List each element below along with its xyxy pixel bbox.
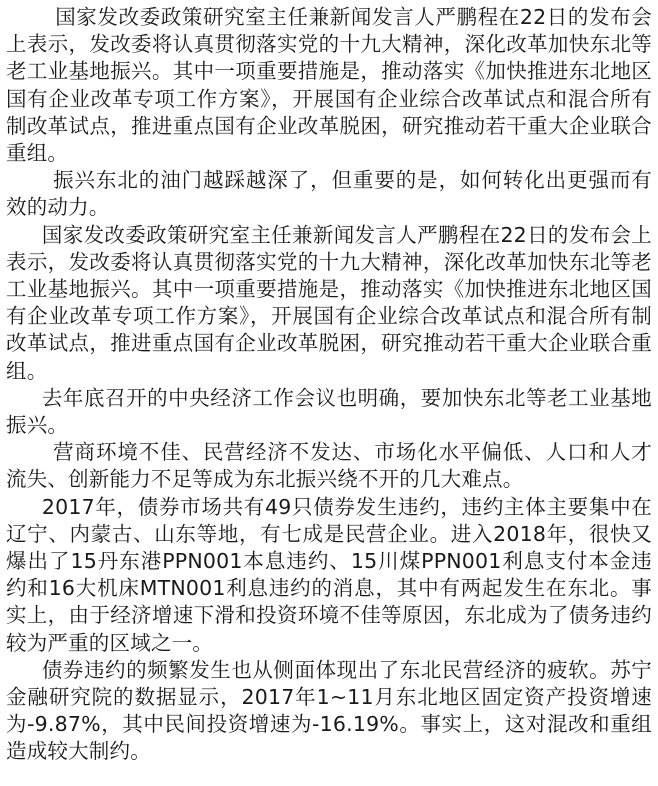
article-paragraph: 2017年，债券市场共有49只债券发生违约，违约主体主要集中在辽宁、内蒙古、山东等地，有七成是民营企业。进入2018年，很快又爆出了15丹东港PPN001本息违约、15川煤PPN001利息支付本金违约和16大机床MTN001利息违约的消息，其中有两起发生在东北。事实上，由于经济增速下滑和投资环境不佳等原因，东北成为了债务违约较为严重的区域之一。 [6,494,652,655]
article-paragraph: 振兴东北的油门越踩越深了，但重要的是，如何转化出更强而有效的动力。 [6,168,652,220]
article-body [6,4,652,766]
article-paragraph: 去年底召开的中央经济工作会议也明确，要加快东北等老工业基地振兴。 [6,385,652,438]
article-paragraph: 国家发改委政策研究室主任兼新闻发言人严鹏程在22日的发布会上表示，发改委将认真贯彻落实党的十九大精神，深化改革加快东北等老工业基地振兴。其中一项重要措施是，推动落实《加快推进东北地区国有企业改革专项工作方案》，开展国有企业综合改革试点和混合所有制改革试点，推进重点国有企业改革脱困，研究推动若干重大企业联合重组。 [6,5,652,166]
article-paragraph: 国家发改委政策研究室主任兼新闻发言人严鹏程在22日的发布会上表示，发改委将认真贯彻落实党的十九大精神，深化改革加快东北等老工业基地振兴。其中一项重要措施是，推动落实《加快推进东北地区国有企业改革专项工作方案》，开展国有企业综合改革试点和混合所有制改革试点，推进重点国有企业改革脱困，研究推动若干重大企业联合重组。 [6,222,652,383]
article-paragraph: 债券违约的频繁发生也从侧面体现出了东北民营经济的疲软。苏宁金融研究院的数据显示，2017年1~11月东北地区固定资产投资增速为-9.87%，其中民间投资增速为-16.19%。事实上，这对混改和重组造成较大制约。 [6,657,652,764]
article-paragraph: 营商环境不佳、民营经济不发达、市场化水平偏低、人口和人才流失、创新能力不足等成为东北振兴绕不开的几大难点。 [6,440,652,492]
